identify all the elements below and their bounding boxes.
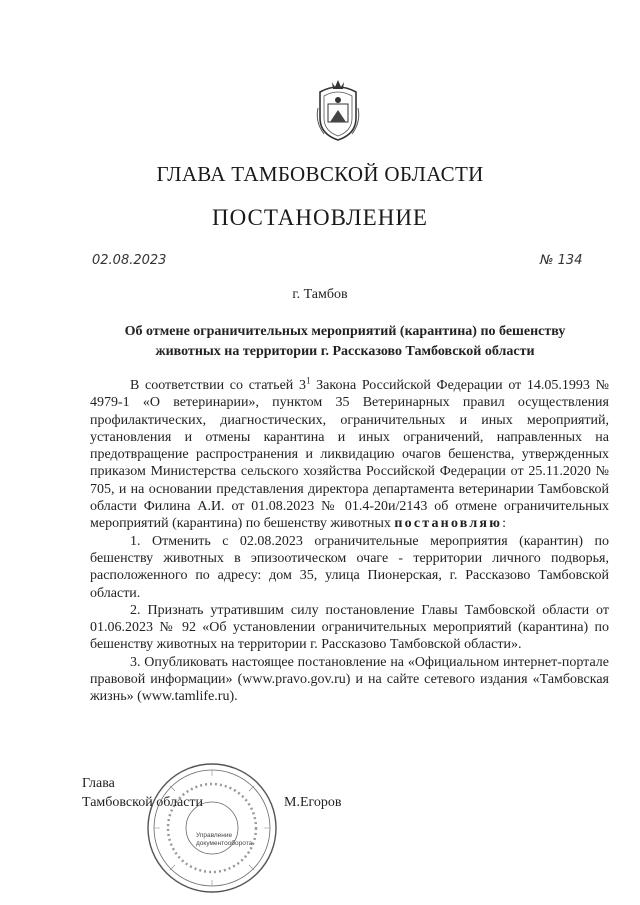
decree-word: постановляю (394, 516, 503, 532)
signatory-title-line-1: Глава (82, 776, 115, 791)
item-1: 1. Отменить с 02.08.2023 ограничительные мероприятия (карантин) по бешенству животных в эпизоотическом очаге - территории личного подворья, расположенного по адресу: дом 35, улица Пионерская, г. Рассказово Тамбовской области. (90, 533, 609, 601)
issuing-authority: ГЛАВА ТАМБОВСКОЙ ОБЛАСТИ (156, 162, 484, 186)
document-number: № 134 (540, 253, 583, 268)
preamble-paragraph (90, 377, 609, 533)
document-body (90, 377, 609, 706)
stamp-center-text: Управление документооборота (196, 832, 253, 847)
title-line-2: животных на территории г. Рассказово Тамбовской области (155, 344, 535, 359)
document-date: 02.08.2023 (92, 253, 167, 268)
document-type: ПОСТАНОВЛЕНИЕ (212, 205, 428, 230)
decree-colon: : (502, 516, 506, 532)
document-city: г. Тамбов (292, 287, 348, 302)
article-superscript: 1 (305, 375, 311, 386)
preamble-start: В соответствии со статьей 3 (130, 378, 306, 393)
item-3: 3. Опубликовать настоящее постановление на «Официальном интернет-портале правовой информации» (www.pravo.gov.ru) и на сайте сетевого издания «Тамбовская жизнь» (www.tamlife.ru). (90, 654, 609, 705)
title-line-1: Об отмене ограничительных мероприятий (карантина) по бешенству (124, 324, 566, 339)
document-title (100, 322, 590, 362)
coat-of-arms-icon (314, 78, 362, 144)
signatory-title-line-2: Тамбовской области (82, 795, 204, 810)
preamble-text: Закона Российской Федерации от 14.05.1993 № 4979-1 «О ветеринарии», пунктом 35 Ветеринарных правил осуществления профилактических, диагностических, ограничительных и иных мероприятий, установления и отмены карантина и иных ограничений, направленных на предотвращение распространения и ликвидацию очагов бешенства, утвержденных приказом Министерства сельского хозяйства Российской Федерации от 25.11.2020 № 705, и на основании представления директора департамента ветеринарии Тамбовской области Филина А.И. от 01.08.2023 № 01.4-20и/2143 об отмене ограничительных мероприятий (карантина) по бешенству животных (90, 378, 609, 532)
official-stamp-icon (144, 760, 280, 896)
item-2: 2. Признать утратившим силу постановление Главы Тамбовской области от 01.06.2023 № 92 «Об установлении ограничительных мероприятий (карантина) по бешенству животных на территории г. Рассказово Тамбовской области». (90, 602, 609, 653)
signatory-name: М.Егоров (284, 795, 342, 810)
